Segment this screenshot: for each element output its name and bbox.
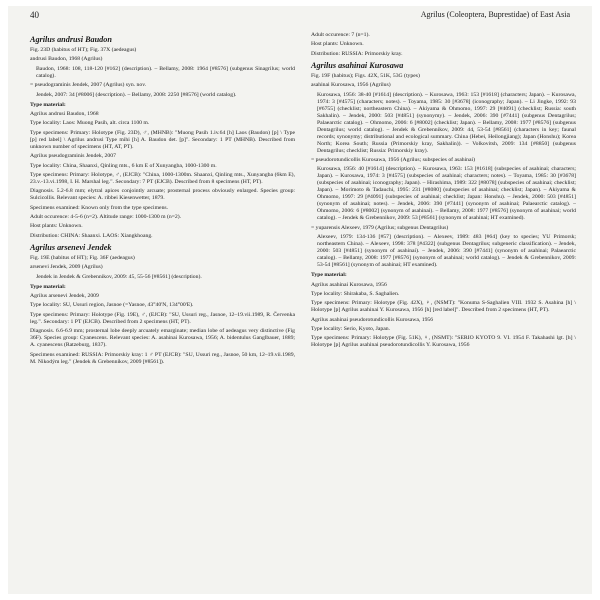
- figure-reference: Fig. 23D (habitus of HT); Fig. 37X (aedeagus): [30, 47, 137, 53]
- paragraph: Agrilus asahinai Kurosawa, 1956: [311, 281, 387, 288]
- paragraph: Diagnosis. 6.6-6.9 mm; prosternal lobe deeply arcuately emarginate; median lobe of aedeagus very distinctive (Fig 36F). Species group: Cyanescens. Relevant species: A. asahinai Kurosawa, 1956; A. bidentulus Ganglbauer, 1889; A. cyanescens (Ratzeburg, 1837).: [30, 328, 295, 349]
- paragraph: Type locality: Laos: Muong Pasih, alt. circa 1100 m.: [30, 120, 150, 127]
- paragraph: Type locality: Shirakaba, S. Saghalien.: [311, 290, 400, 297]
- paragraph: Specimens examined: RUSSIA: Primorskiy kray: 1 ♂ PT (EJCB): "SU, Ussuri reg., Jasnoe, 50 km, 12–19.vii.1989, M. Nikodým leg." (Jendek & Grebennikov, 2009 [#8561]).: [30, 351, 295, 365]
- paragraph: Host plants: Unknown.: [311, 41, 364, 48]
- page-header: [30, 10, 570, 24]
- paragraph: Adult occurence: 4-5-6 (n=2). Altitude range: 1000-1300 m (n=2).: [30, 214, 182, 221]
- section-heading: Type material:: [30, 283, 66, 290]
- paragraph: Type specimens: Primary: Holotype (Fig. 42X), ♀, (NSMT): "Konuma S-Saghalien VIII. 1932 S. Asahina [h] \ Holotype [p] Agrilus asahinai Y. Kurosawa, 1956 [h] [red label]". Described from 2 specimens (HT, PT).: [311, 300, 576, 314]
- paragraph: Agrilus andrusi Baudon, 1968: [30, 110, 99, 117]
- left-column: [30, 32, 295, 368]
- citation-list: Kurosawa, 1956: 38-40 [#1614] (description). – Kurosawa, 1963: 153 [#1618] (characters; Japan). – Kurosawa, 1974: 3 [#4575] (characters; notes). – Toyama, 1985: 30 [#3678] (iconography; Japan). – Li Jingke, 1992: 93 [#6755] (checklist; northeastern China). – Akiyama & Ohmomo, 1997: 29 [#4091] (checklist; Russia: south Sakhalin). – Jendek, 2000: 503 [#4851] (synonymy). – Jendek, 2006: 390 [#7441] (subgenus Dentagrilus; Palaearctic catalog). – Ohmomo, 2006: 6 [#8002] (checklist; Japan). – Bellamy, 2008: 1977 [#8576] (subgenus Dentagrilus; world catalog). – Jendek & Grebennikov, 2009: 44, 53-54 [#8561] (characters in key; faunal records; synonymy; distributional and ecological summary. China (Hebei, Heilongjiang); Japan (Honshu); Korea North; Korea South; Russia (Primorskiy kray, Sakhalin)). – Volkovitsh, 2009: 134 [#8850] (subgenus Dentagrilus; checklist; Russia: Primorskiy kray).: [317, 91, 576, 154]
- species-heading: Agrilus asahinai Kurosawa: [311, 60, 404, 70]
- synonym-entry: = pseudorotundicollis Kurosawa, 1956 (Agrilus; subspecies of asahinai): [311, 156, 476, 163]
- paragraph: Agrilus asahinai pseudorotundicollis Kurosawa, 1956: [311, 316, 434, 323]
- section-heading: Type material:: [30, 101, 66, 108]
- paragraph: Type specimens: Primary: Holotype, ♂, (EJCB): "China, 1000-1300m. Shaanxi, Qinling mts., Xunyangba (6km E), 23.v.-13.vi.1998, I. H. Marshal leg.". Secondary: 7 PT (EJCB). Described from 8 specimens (HT, PT).: [30, 171, 295, 185]
- paragraph: Type specimens: Primary: Holotype (Fig. 51K), ♀, (NSMT): "SERIO KYOTO 9. VI. 1954 F. Takahashi lgt. [h] \ Holotype [p] Agrilus asahinai pseudorotundicollis Y. Kurosawa, 1956: [311, 335, 576, 349]
- right-column: [311, 32, 576, 352]
- citation-list: Jendek, 2007: 34 [#8006] (description). – Bellamy, 2008: 2250 [#8576] (world catalog).: [36, 91, 237, 98]
- paragraph: Type locality: Serio, Kyoto, Japan.: [311, 326, 391, 333]
- paragraph: Distribution: RUSSIA: Primorskiy kray.: [311, 50, 403, 57]
- citation-list: Kurosawa, 1956: 40 [#1614] (description). – Kurosawa, 1963: 153 [#1618] (subspecies of asahinai; characters; Japan). – Kurosawa, 1974: 3 [#4575] (subspecies of asahinai; characters; notes). – Toyama, 1985: 30 [#3678] (subspecies of asahinai; iconography; Japan). – Hirashima, 1989: 322 [#8078] (subspecies of asahinai; checklist; Japan). – Morimoto & Tadauchi, 1995: 231 [#8080] (subspecies of asahinai; checklist; Japan). – Akiyama & Ohmomo, 1997: 29 [#4091] (subspecies of asahinai; checklist; Japan: Honshu). – Jendek, 2000: 503 [#4851] (synonym of asahinai; notes). – Jendek, 2006: 390 [#7441] (synonym of asahinai; Palaearctic catalog). – Ohmomo, 2006: 6 [#8002] (synonym of asahinai). – Bellamy, 2008: 1977 [#8576] (synonym of asahinai; world catalog). – Jendek & Grebennikov, 2009: 53 [#8561] (synonym of asahinai; HT examined).: [317, 166, 576, 222]
- synonym-entry: andrusi Baudon, 1968 (Agrilus): [30, 56, 103, 63]
- figure-reference: Fig. 19F (habitus); Figs. 42X, 51K, 53G (types): [311, 72, 420, 79]
- citation-list: Jendek in Jendek & Grebennikov, 2009: 45, 55-56 [#8561] (description).: [36, 273, 202, 280]
- paragraph: Specimens examined: Known only from the type specimens.: [30, 204, 169, 211]
- paragraph: Adult occurence: 7 (n=1).: [311, 32, 370, 38]
- paragraph: Type locality: China, Shaanxi, Qinling mts., 6 km E of Xunyangba, 1000-1300 m.: [30, 162, 217, 169]
- paragraph: Agrilus arsenevi Jendek, 2009: [30, 293, 99, 300]
- figure-reference: Fig. 19E (habitus of HT); Fig. 36F (aedeagus): [30, 254, 135, 261]
- citation-list: Baudon, 1968: 108, 118-120 [#162] (description). – Bellamy, 2008: 1964 [#8576] (subgenus Sinagrilus; world catalog).: [36, 65, 295, 79]
- synonym-entry: asahinai Kurosawa, 1956 (Agrilus): [311, 82, 391, 89]
- running-title: Agrilus (Coleoptera, Buprestidae) of East Asia: [420, 10, 570, 19]
- paragraph: Agrilus pseudograminis Jendek, 2007: [30, 153, 116, 160]
- synonym-entry: arsenevi Jendek, 2009 (Agrilus): [30, 264, 103, 271]
- synonym-entry: = pseudograminis Jendek, 2007 (Agrilus) syn. nov.: [30, 82, 147, 89]
- page-number: 40: [30, 10, 39, 20]
- species-heading: Agrilus andrusi Baudon: [30, 35, 112, 44]
- paragraph: Type specimens: Primary: Holotype (Fig. 23D), ♂, (MHNB): "Muong Pasih 1.iv.64 [h] Laos (Baudon) [p] \ Type [p] red label] \ Agrilus andrusi Type mihi [h] A. Baudon det. [p]". Secondary: 1 PT (MHNB). Described from unknown number of specimens (HT, AT, PT).: [30, 129, 295, 150]
- section-heading: Type material:: [311, 272, 347, 279]
- paragraph: Type specimens: Primary: Holotype (Fig. 19E), ♂, (EJCB): "SU, Ussuri reg., Jasnoe, 12–19.vii.1989, R. Červenka leg.". Secondary: 1 PT (EJCB). Described from 2 specimens (HT, PT).: [30, 311, 295, 325]
- document-page: [8, 6, 592, 594]
- species-heading: Agrilus arsenevi Jendek: [30, 242, 112, 252]
- paragraph: Type locality: SU, Ussuri region, Jasnoe (=Yasnoe, 43°40'N, 134°00'E).: [30, 302, 194, 309]
- paragraph: Diagnosis. 5.2-6.8 mm; elytral apices conjointly arcuate; prosternal process obviously enlarged. Species group: Sulcicollis. Relevant species: A. ribbei Kiesenwetter, 1879.: [30, 188, 295, 202]
- paragraph: Host plants: Unknown.: [30, 223, 83, 230]
- paragraph: Distribution: CHINA: Shaanxi. LAOS: Xiangkhoang.: [30, 232, 153, 239]
- synonym-entry: = yuparensis Alexeev, 1979 (Agrilus; subgenus Dentagrilus): [311, 224, 449, 231]
- citation-list: Alexeev, 1979: 134-136 [#57] (description). – Alexeev, 1989: 483 [#64] (key to species; YU Primorsk; northeastern China). – Alexeev, 1998: 378 [#4322] (subgenus Dentagrilus; subgeneric classification). – Jendek, 2000: 503 [#4851] (synonym of asahinai). – Jendek, 2006: 390 [#7441] (synonym of asahinai; Palaearctic catalog). – Bellamy, 2008: 1977 [#8576] (synonym of asahinai; world catalog). – Jendek & Grebennikov, 2009: 53-54 [#8561] (synonym of asahinai; HT examined).: [317, 234, 576, 269]
